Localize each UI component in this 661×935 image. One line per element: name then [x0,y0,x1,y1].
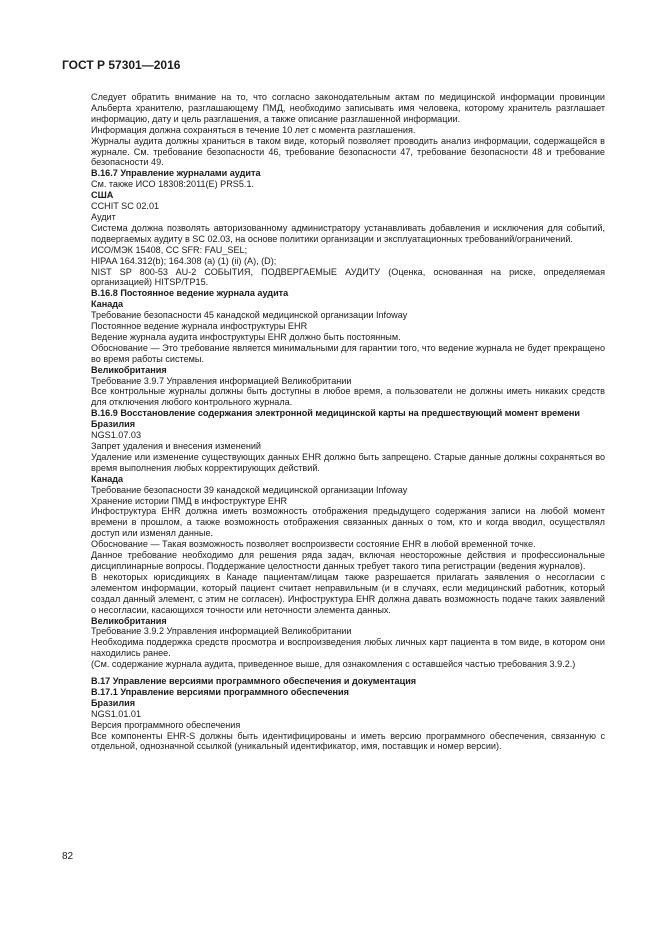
paragraph: Требование 3.9.7 Управления информацией Великобритании [91,375,352,386]
paragraph: Аудит [91,211,116,222]
document-header: ГОСТ Р 57301—2016 [62,58,181,72]
paragraph: Следует обратить внимание на то, что согласно законодательным актам по медицинской информации провинции Альберта хранителю, разглашающему ПМД, необходимо записывать имя человека, которому хранитель разглашает информацию, дату и цель разглашения, а также описание разглашенной информации. [91,92,605,124]
country-heading: США [91,190,114,201]
section-heading: В.17.1 Управление версиями программного обеспечения [91,686,349,697]
country-heading: Бразилия [91,419,136,430]
paragraph: HIPAA 164.312(b); 164.308 (a) (1) (ii) (A), (D); [91,255,277,266]
section-heading: В.17 Управление версиями программного обеспечения и документация [91,676,417,687]
paragraph: Все компоненты EHR-S должны быть идентифицированы и иметь версию программного обеспечения, связанную с отдельной, однозначной ссылкой (уникальный идентификатор, имя, поставщик и номер версии). [91,730,605,752]
paragraph: Хранение истории ПМД в инфоструктуре EHR [91,495,288,506]
page-number: 82 [62,851,74,862]
section-heading: В.16.9 Восстановление содержания электронной медицинской карты на предшествующий момент времени [91,408,580,419]
paragraph: NGS1.01.01 [91,708,142,719]
section-heading: В.16.8 Постоянное ведение журнала аудита [91,288,289,299]
paragraph: Удаление или изменение существующих данных EHR должно быть запрещено. Старые данные должны сохраняться во время выполнения любых корректирующих действий. [91,451,605,473]
country-heading: Бразилия [91,697,136,708]
paragraph: ИСО/МЭК 15408, CC SFR: FAU_SEL; [91,244,248,255]
country-heading: Канада [91,299,124,310]
section-heading: В.16.7 Управление журналами аудита [91,168,261,179]
paragraph: NIST SP 800-53 AU-2 СОБЫТИЯ, ПОДВЕРГАЕМЫЕ АУДИТУ (Оценка, основанная на риске, определяемая организацией) HITSP/TP15. [91,266,605,288]
paragraph: Инфоструктура EHR должна иметь возможность отображения предыдущего содержания записи на любой момент времени в прошлом, а также возможность отображения связанных данных о том, кто и когда вводил, осуществлял доступ или изменял данные. [91,506,605,539]
paragraph: CCHIT SC 02.01 [91,201,160,212]
paragraph: Система должна позволять авторизованному администратору устанавливать добавления и исключения для событий, подвергаемых аудиту в SC 02.03, на основе политики организации и эксплуатационных требований/ограничений. [91,222,605,244]
paragraph: См. также ИСО 18308:2011(E) PRS5.1. [91,179,255,190]
paragraph: Требование 3.9.2 Управления информацией Великобритании [91,626,352,637]
paragraph: (См. содержание журнала аудита, приведенное выше, для ознакомления с оставшейся частью требования 3.9.2.) [91,659,576,670]
country-heading: Великобритания [91,615,167,626]
paragraph: Журналы аудита должны храниться в таком виде, который позволяет проводить анализ информации, содержащейся в журнале. См. требование безопасности 46, требование безопасности 47, требование безопасности 48 и требование безопасности 49. [91,135,605,168]
paragraph: Требование безопасности 39 канадской медицинской организации Infoway [91,484,408,495]
paragraph: Требование безопасности 45 канадской медицинской организации Infoway [91,310,408,321]
paragraph: Все контрольные журналы должны быть доступны в любое время, а пользователи не должны иметь никаких средств для отключения любого контрольного журнала. [91,386,605,408]
paragraph: Необходима поддержка средств просмотра и воспроизведения любых личных карт пациента в том виде, в котором они находились ранее. [91,637,605,659]
paragraph: Запрет удаления и внесения изменений [91,441,261,451]
paragraph: Ведение журнала аудита инфоструктуры EHR должно быть постоянным. [91,331,401,342]
page-body [91,92,605,752]
paragraph: Обоснование — Такая возможность позволяет воспроизвести состояние EHR в любой временной точке. [91,539,536,550]
paragraph: NGS1.07.03 [91,430,142,441]
paragraph: Обоснование — Это требование является минимальными для гарантии того, что ведение журнала не будет прекращено во время работы системы. [91,342,605,364]
country-heading: Великобритания [91,364,167,375]
paragraph: Данное требование необходимо для решения ряда задач, включая неосторожные действия и профессиональные дисциплинарные вопросы. Поддержание целостности данных требует такого типа регистрации (ведения журналов). [91,550,605,571]
paragraph: Версия программного обеспечения [91,719,241,730]
country-heading: Канада [91,473,124,484]
paragraph: Постоянное ведение журнала инфоструктуры EHR [91,321,308,332]
paragraph: Информация должна сохраняться в течение 10 лет с момента разглашения. [91,124,416,135]
paragraph: В некоторых юрисдикциях в Канаде пациентам/лицам также разрешается прилагать заявления о несогласии с элементом информации, который пациент считает неправильным (и в случаях, если медицинский работник, который создал данный элемент, с этим не согласен). Инфоструктура EHR должна давать возможность подаче таких заявлений о несогласии, касающихся точности или неточности элемента данных. [91,571,605,615]
